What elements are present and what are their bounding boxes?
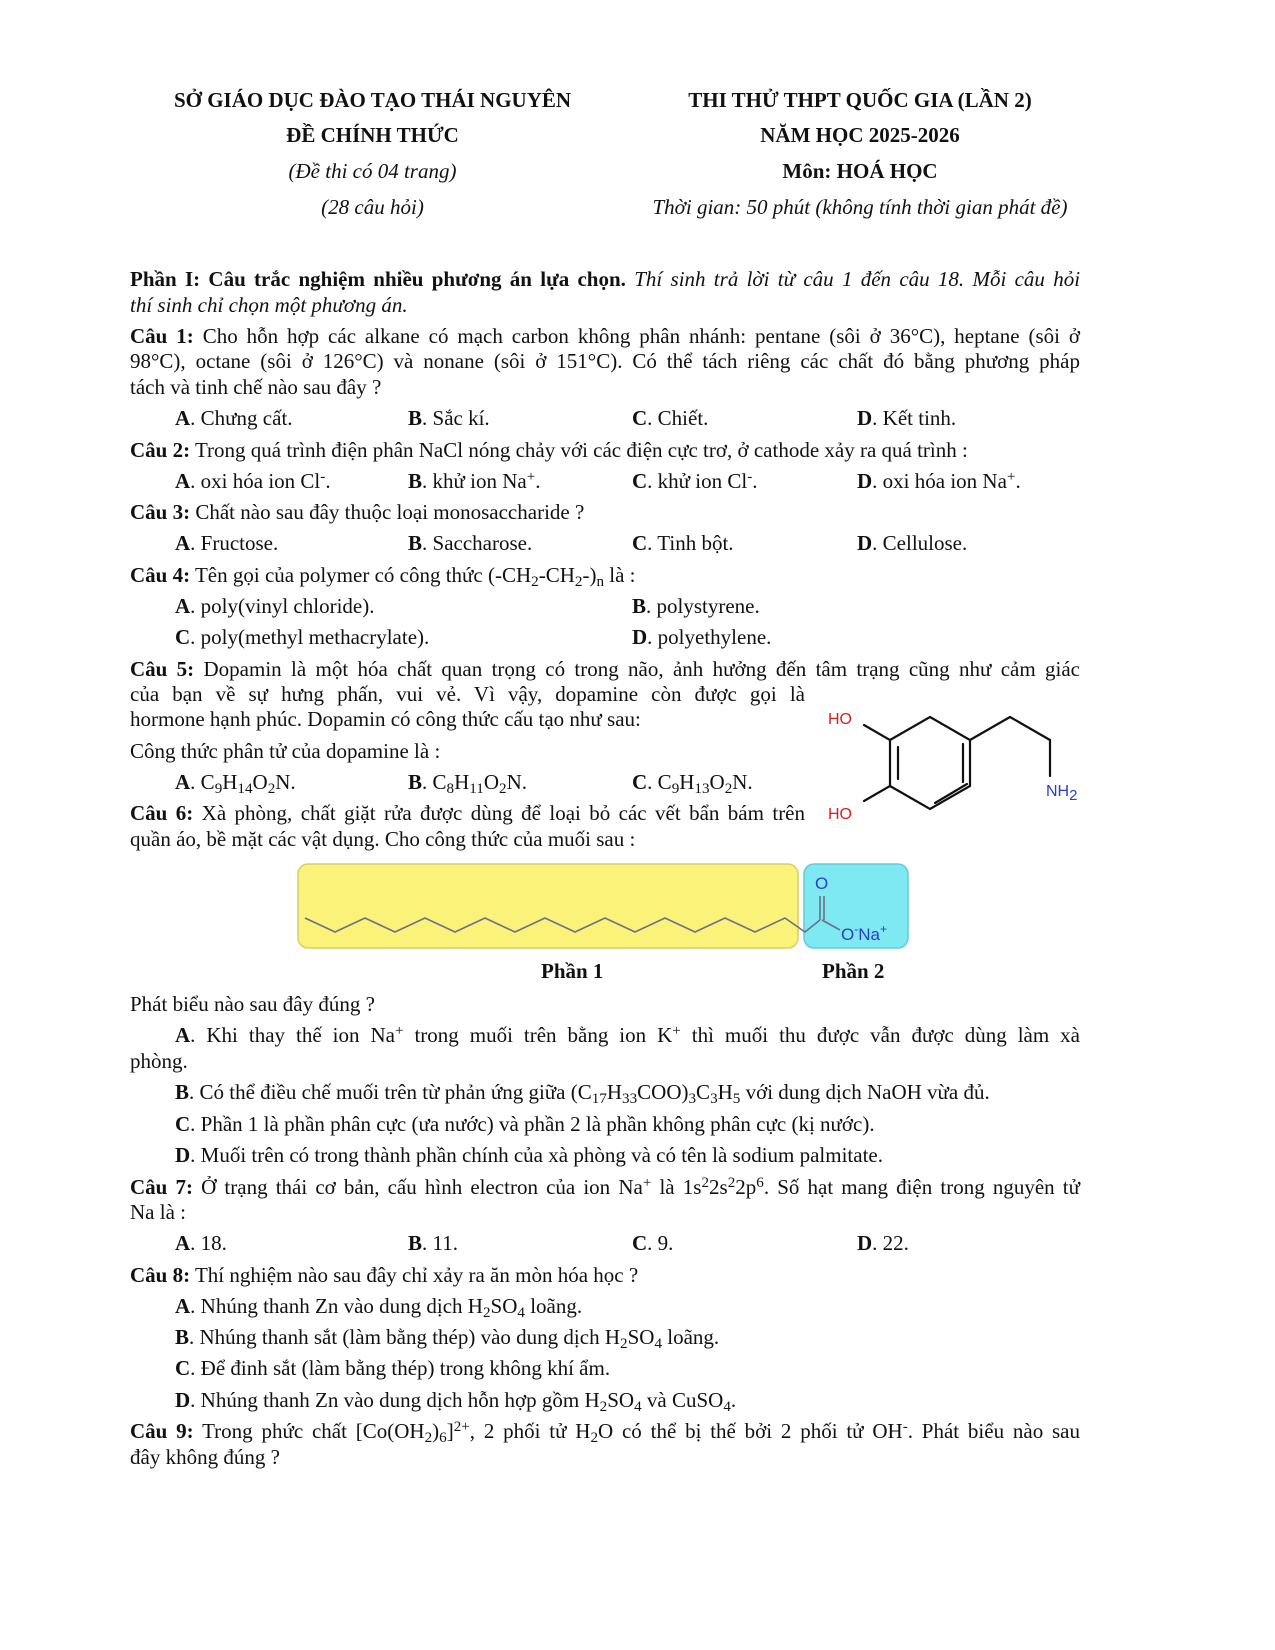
q1-option-c: C. Chiết. — [632, 406, 709, 430]
q2-option-a: A. oxi hóa ion Cl-. — [175, 469, 331, 493]
part1-heading — [130, 266, 1080, 293]
q5-line-3: hormone hạnh phúc. Dopamin có công thức cấu tạo như sau: — [130, 707, 641, 731]
q8-option-a: A. Nhúng thanh Zn vào dung dịch $H_2SO_4$ loãng. — [175, 1294, 583, 1321]
q7-option-d: D. 22. — [857, 1231, 909, 1255]
q6-option-b: B. Có thể điều chế muối trên từ phản ứng giữa $(C_{17}H_{33}COO)_3C_3H_5$ với dung dịch NaOH vừa đủ. — [175, 1080, 990, 1107]
q9-line-1: Câu 9: Trong phức chất $[Co(OH_2)_6]^{2+}$, 2 phối tử $H_2O$ có thể bị thế bởi 2 phối tử OH-. Phát biểu nào sau — [130, 1419, 1080, 1446]
q1-option-a: A. Chưng cất. — [175, 406, 293, 430]
q5-option-b: B. $C_8H_{11}O_2N$. — [408, 770, 527, 797]
q5-option-a: A. $C_9H_{14}O_2N$. — [175, 770, 296, 797]
part1-instruction-2: thí sinh chỉ chọn một phương án. — [130, 293, 408, 317]
q4-option-b: B. polystyrene. — [632, 594, 760, 618]
q3-option-b: B. Saccharose. — [408, 531, 533, 555]
header-school-year: NĂM HỌC 2025-2026 — [760, 123, 960, 147]
q4-option-a: A. poly(vinyl chloride). — [175, 594, 375, 618]
part2-caption: Phần 2 — [822, 959, 885, 983]
q1-line-3: tách và tinh chế nào sau đây ? — [130, 375, 382, 399]
q2-label: Câu 2: — [130, 438, 191, 462]
amine-label: NH2 — [1046, 783, 1078, 804]
part1-box — [298, 864, 798, 948]
q1-label: Câu 1: — [130, 324, 194, 348]
q3-option-c: C. Tinh bột. — [632, 531, 734, 555]
q3-option-a: A. Fructose. — [175, 531, 279, 555]
q5-option-c: C. $C_9H_{13}O_2N$. — [632, 770, 753, 797]
header-pages: (Đề thi có 04 trang) — [288, 159, 457, 183]
q6-question: Phát biểu nào sau đây đúng ? — [130, 992, 375, 1016]
header-subject: Môn: HOÁ HỌC — [782, 159, 938, 183]
q6-option-a-cont: phòng. — [130, 1049, 188, 1073]
q4-option-d: D. polyethylene. — [632, 625, 772, 649]
part1-caption: Phần 1 — [541, 959, 604, 983]
q8-option-d: D. Nhúng thanh Zn vào dung dịch hỗn hợp gồm $H_2SO_4$ và CuSO$_4$. — [175, 1388, 737, 1415]
q7-option-a: A. 18. — [175, 1231, 227, 1255]
q5-label: Câu 5: — [130, 657, 195, 681]
q2-option-d: D. oxi hóa ion Na+. — [857, 469, 1021, 493]
q1-line-2: 98°C), octane (sôi ở 126°C) và nonane (sôi ở 151°C). Có thể tách riêng các chất đó bằng phương pháp — [130, 349, 1080, 373]
part1-title: Phần I: Câu trắc nghiệm nhiều phương án lựa chọn. — [130, 267, 626, 291]
q5-line-1: Câu 5: Dopamin là một hóa chất quan trọng có trong não, ảnh hưởng đến tâm trạng cũng như cảm giác — [130, 657, 1081, 681]
header-org: SỞ GIÁO DỤC ĐÀO TẠO THÁI NGUYÊN — [173, 88, 572, 112]
header-questions-count: (28 câu hỏi) — [321, 195, 424, 219]
q2-option-b: B. khử ion Na+. — [408, 469, 541, 493]
q4-label: Câu 4: — [130, 563, 191, 587]
q6-option-a: A. Khi thay thế ion Na+ trong muối trên bằng ion K+ thì muối thu được vẫn được dùng làm xà — [175, 1023, 1080, 1047]
hydroxyl-bottom-label: HO — [828, 806, 852, 823]
header-time: Thời gian: 50 phút (không tính thời gian phát đề) — [652, 195, 1068, 219]
q6-option-d: D. Muối trên có trong thành phần chính của xà phòng và có tên là sodium palmitate. — [175, 1143, 883, 1167]
q5-line-2: của bạn về sự hưng phấn, vui vẻ. Vì vậy, dopamine còn được gọi là — [130, 682, 805, 706]
q8-option-b: B. Nhúng thanh sắt (làm bằng thép) vào dung dịch $H_2SO_4$ loãng. — [175, 1325, 720, 1352]
q7-option-b: B. 11. — [408, 1231, 458, 1255]
q6-option-c: C. Phần 1 là phần phân cực (ưa nước) và phần 2 là phần không phân cực (kị nước). — [175, 1112, 875, 1136]
q6-label: Câu 6: — [130, 801, 194, 825]
dopamine-structure — [820, 700, 1090, 830]
q3-stem: Câu 3: Chất nào sau đây thuộc loại monosaccharide ? — [130, 500, 585, 524]
q3-option-d: D. Cellulose. — [857, 531, 968, 555]
q5-line-4: Công thức phân tử của dopamine là : — [130, 739, 441, 763]
q1-line-1: Câu 1: Cho hỗn hợp các alkane có mạch carbon không phân nhánh: pentane (sôi ở 36°C), heptane (sôi ở — [130, 324, 1081, 348]
q1-option-d: D. Kết tinh. — [857, 406, 957, 430]
q6-line-1: Câu 6: Xà phòng, chất giặt rửa được dùng để loại bỏ các vết bẩn bám trên — [130, 801, 806, 825]
q3-label: Câu 3: — [130, 500, 191, 524]
q9-label: Câu 9: — [130, 1419, 194, 1443]
header-exam-title: THI THỬ THPT QUỐC GIA (LẦN 2) — [688, 88, 1032, 112]
q8-stem: Câu 8: Thí nghiệm nào sau đây chỉ xảy ra ăn mòn hóa học ? — [130, 1263, 639, 1287]
carboxylate-label: O-Na+ — [841, 922, 887, 944]
q2-option-c: C. khử ion Cl-. — [632, 469, 758, 493]
q2-stem: Câu 2: Trong quá trình điện phân NaCl nóng chảy với các điện cực trơ, ở cathode xảy ra quá trình : — [130, 438, 968, 462]
q8-option-c: C. Để đinh sắt (làm bằng thép) trong không khí ẩm. — [175, 1356, 611, 1380]
q9-line-2: đây không đúng ? — [130, 1445, 280, 1469]
q4-stem: Câu 4: Tên gọi của polymer có công thức $(-CH_2-CH_2-)_n$ là : — [130, 563, 636, 590]
q1-option-b: B. Sắc kí. — [408, 406, 490, 430]
q7-line-2: Na là : — [130, 1200, 186, 1224]
q4-option-c: C. poly(methyl methacrylate). — [175, 625, 430, 649]
q7-label: Câu 7: — [130, 1175, 193, 1199]
q7-line-1: Câu 7: Ở trạng thái cơ bản, cấu hình electron của ion Na+ là $1s^22s^22p^6$. Số hạt mang điện trong nguyên tử — [130, 1175, 1080, 1199]
q8-label: Câu 8: — [130, 1263, 191, 1287]
q7-option-c: C. 9. — [632, 1231, 674, 1255]
benzene-ring — [890, 717, 970, 809]
carbonyl-oxygen-label: O — [815, 874, 829, 893]
q6-line-2: quần áo, bề mặt các vật dụng. Cho công thức của muối sau : — [130, 827, 636, 851]
header-official: ĐỀ CHÍNH THỨC — [286, 123, 459, 147]
part1-instruction: Thí sinh trả lời từ câu 1 đến câu 18. Mỗi câu hỏi — [634, 267, 1081, 291]
hydroxyl-top-label: HO — [828, 711, 852, 728]
